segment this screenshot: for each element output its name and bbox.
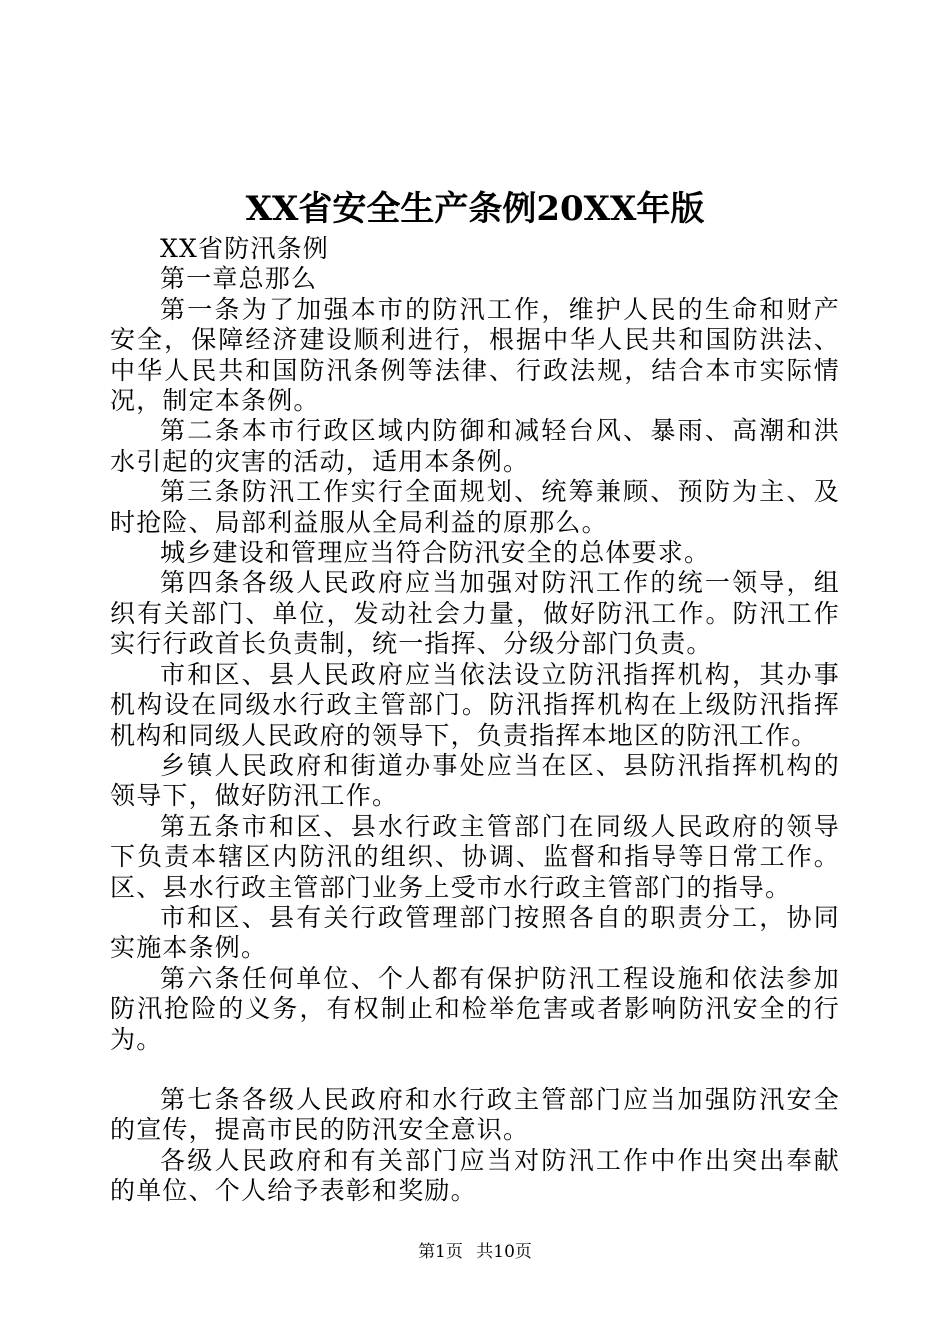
paragraph-regulation-name: XX省防汛条例 (160, 234, 329, 263)
paragraph-article-3-clause: 城乡建设和管理应当符合防汛安全的总体要求。 (160, 538, 711, 568)
paragraph-article-6: 第六条任何单位、个人都有保护防汛工程设施和依法参加防汛抢险的义务，有权制止和检举危害或者影响防汛安全的行为。 (110, 963, 840, 1054)
paragraph-chapter-heading: 第一章总那么 (160, 264, 318, 294)
paragraph-article-5-clause: 市和区、县有关行政管理部门按照各自的职责分工，协同实施本条例。 (110, 902, 840, 963)
paragraph-article-1: 第一条为了加强本市的防汛工作，维护人民的生命和财产安全，保障经济建设顺利进行，根据中华人民共和国防洪法、中华人民共和国防汛条例等法律、行政法规，结合本市实际情况，制定本条例。 (110, 294, 840, 416)
paragraph-article-7-clause: 各级人民政府和有关部门应当对防汛工作中作出突出奉献的单位、个人给予表彰和奖励。 (110, 1145, 840, 1206)
paragraph-article-4-clause-2: 市和区、县人民政府应当依法设立防汛指挥机构，其办事机构设在同级水行政主管部门。防汛指挥机构在上级防汛指挥机构和同级人民政府的领导下，负责指挥本地区的防汛工作。 (110, 659, 840, 750)
page-number-current: 第1页 (418, 1242, 463, 1262)
paragraph-article-5: 第五条市和区、县水行政主管部门在同级人民政府的领导下负责本辖区内防汛的组织、协调、监督和指导等日常工作。区、县水行政主管部门业务上受市水行政主管部门的指导。 (110, 811, 840, 902)
page-footer (0, 1240, 950, 1264)
document-body (110, 234, 840, 1207)
paragraph-article-3: 第三条防汛工作实行全面规划、统筹兼顾、预防为主、及时抢险、局部利益服从全局利益的原那么。 (110, 477, 840, 537)
page-number-total: 共10页 (476, 1242, 532, 1262)
paragraph-article-7: 第七条各级人民政府和水行政主管部门应当加强防汛安全的宣传，提高市民的防汛安全意识。 (110, 1084, 840, 1145)
document-title: XX省安全生产条例20XX年版 (245, 189, 705, 229)
paragraph-article-4: 第四条各级人民政府应当加强对防汛工作的统一领导，组织有关部门、单位，发动社会力量，做好防汛工作。防汛工作实行行政首长负责制，统一指挥、分级分部门负责。 (110, 568, 840, 659)
paragraph-article-4-clause-3: 乡镇人民政府和街道办事处应当在区、县防汛指挥机构的领导下，做好防汛工作。 (110, 750, 840, 811)
paragraph-article-2: 第二条本市行政区域内防御和减轻台风、暴雨、高潮和洪水引起的灾害的活动，适用本条例。 (110, 416, 840, 476)
